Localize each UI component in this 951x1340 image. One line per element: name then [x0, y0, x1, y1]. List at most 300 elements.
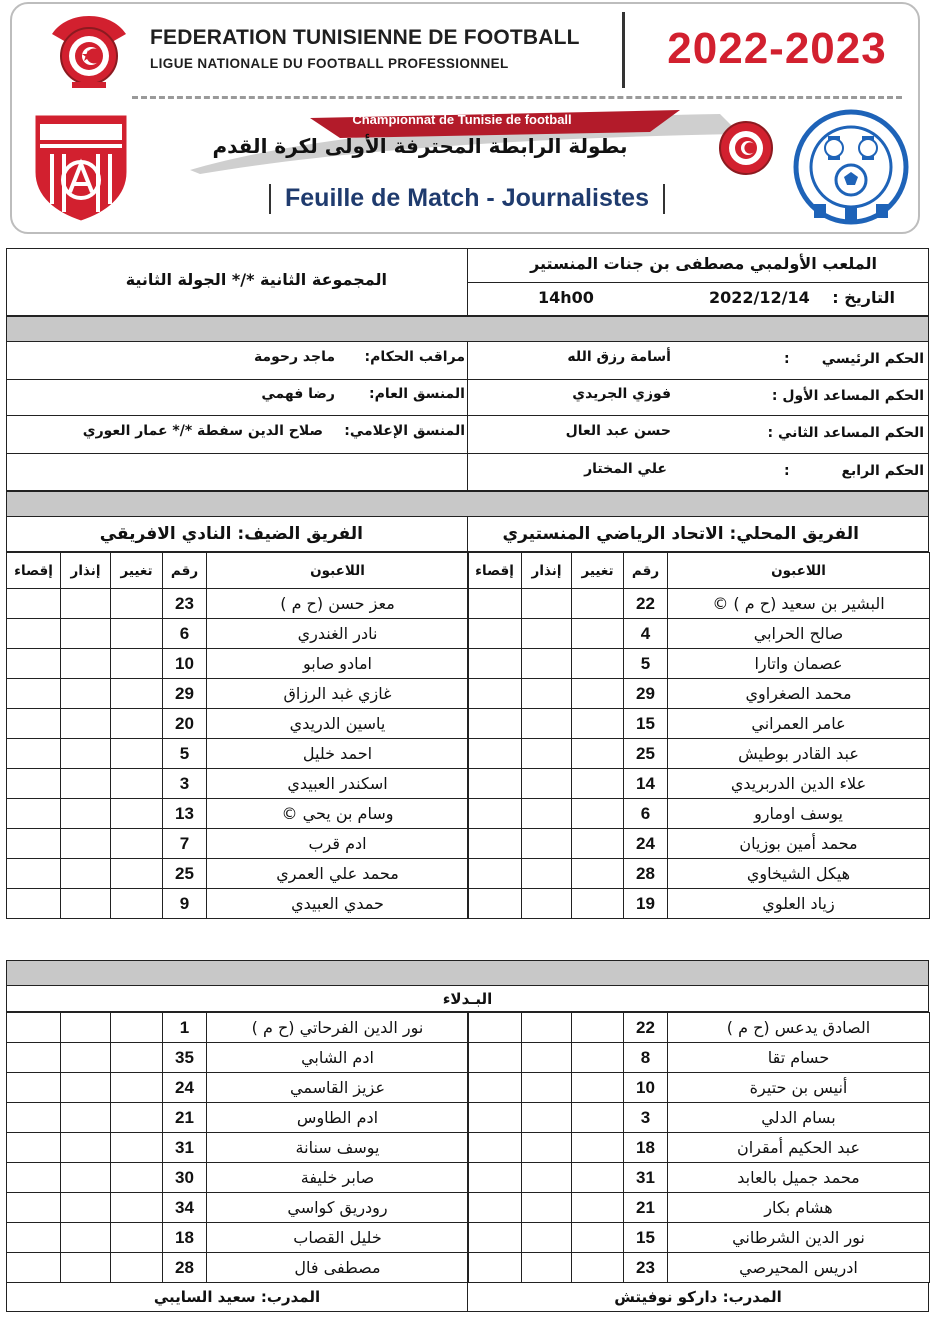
player-name: صالح الحرابي — [668, 619, 930, 649]
player-name: ادم الطاوس — [207, 1103, 469, 1133]
player-number: 8 — [624, 1043, 668, 1073]
expulsion-cell — [468, 1043, 522, 1073]
warning-cell — [61, 1133, 111, 1163]
match-date: 2022/12/14 — [709, 288, 810, 307]
player-number: 6 — [163, 619, 207, 649]
sub-cell — [111, 769, 163, 799]
player-name: محمد جميل بالعابد — [668, 1163, 930, 1193]
sub-cell — [111, 799, 163, 829]
warning-cell — [522, 709, 572, 739]
expulsion-cell — [468, 589, 522, 619]
sub-cell — [572, 859, 624, 889]
table-row — [7, 1163, 469, 1193]
fourth-colon: : — [784, 463, 790, 479]
roster-header-row — [7, 553, 469, 589]
warning-cell — [522, 1013, 572, 1043]
player-number: 10 — [624, 1073, 668, 1103]
roster-header-row — [468, 553, 930, 589]
player-name: أنيس بن حتيرة — [668, 1073, 930, 1103]
player-name: حسام تقا — [668, 1043, 930, 1073]
table-row — [7, 1043, 469, 1073]
expulsion-cell — [468, 859, 522, 889]
header-sub: تغيير — [572, 553, 624, 589]
warning-cell — [522, 649, 572, 679]
table-row — [7, 1133, 469, 1163]
section-separator — [6, 491, 929, 517]
player-name: غازي غبد الرزاق — [207, 679, 469, 709]
warning-cell — [61, 1013, 111, 1043]
warning-cell — [61, 679, 111, 709]
player-name: هيكل الشيخاوي — [668, 859, 930, 889]
header-expulsion: إقصاء — [7, 553, 61, 589]
group-round: المجموعة الثانية */* الجولة الثانية — [125, 270, 387, 289]
sub-cell — [572, 1163, 624, 1193]
header-expulsion: إقصاء — [468, 553, 522, 589]
player-name: بسام الدلي — [668, 1103, 930, 1133]
player-number: 28 — [624, 859, 668, 889]
expulsion-cell — [7, 619, 61, 649]
expulsion-cell — [7, 1073, 61, 1103]
date-label: التاريخ : — [832, 288, 895, 307]
player-name: ادريس المحيرصي — [668, 1253, 930, 1283]
header-number: رقم — [163, 553, 207, 589]
header-players: اللاعبون — [207, 553, 469, 589]
sub-cell — [572, 649, 624, 679]
player-name: عامر العمراني — [668, 709, 930, 739]
player-number: 30 — [163, 1163, 207, 1193]
sub-cell — [572, 799, 624, 829]
player-number: 13 — [163, 799, 207, 829]
sub-cell — [572, 589, 624, 619]
season: 2022-2023 — [667, 24, 887, 73]
general-coord-label: المنسق العام: — [369, 386, 465, 402]
table-row — [7, 1223, 469, 1253]
expulsion-cell — [468, 1163, 522, 1193]
expulsion-cell — [468, 829, 522, 859]
sub-cell — [572, 1253, 624, 1283]
player-number: 25 — [163, 859, 207, 889]
expulsion-cell — [468, 1013, 522, 1043]
sub-cell — [572, 679, 624, 709]
officials-divider — [467, 341, 468, 491]
expulsion-cell — [7, 799, 61, 829]
sub-cell — [111, 649, 163, 679]
ftf-crest-logo — [42, 12, 136, 90]
warning-cell — [61, 1043, 111, 1073]
ftf-mini-crest-logo — [710, 116, 782, 178]
section-separator — [6, 316, 929, 342]
expulsion-cell — [7, 1163, 61, 1193]
player-name: صابر خليفة — [207, 1163, 469, 1193]
sub-cell — [111, 1253, 163, 1283]
player-number: 25 — [624, 739, 668, 769]
player-name: الصادق يدعس (ح م ) — [668, 1013, 930, 1043]
player-number: 1 — [163, 1013, 207, 1043]
table-row — [7, 1103, 469, 1133]
table-row — [468, 1193, 930, 1223]
player-name: عصمان واتارا — [668, 649, 930, 679]
table-row — [7, 859, 469, 889]
player-name: معز حسن (ح م ) — [207, 589, 469, 619]
table-row — [7, 649, 469, 679]
expulsion-cell — [7, 589, 61, 619]
table-row — [468, 1133, 930, 1163]
sub-cell — [572, 619, 624, 649]
referee-label: الحكم الرئيسي — [821, 351, 924, 367]
expulsion-cell — [7, 769, 61, 799]
sub-cell — [111, 619, 163, 649]
table-row — [468, 829, 930, 859]
expulsion-cell — [7, 1013, 61, 1043]
warning-cell — [522, 1253, 572, 1283]
sub-cell — [111, 739, 163, 769]
player-name: زياد العلوي — [668, 889, 930, 919]
player-number: 14 — [624, 769, 668, 799]
player-number: 5 — [624, 649, 668, 679]
warning-cell — [522, 619, 572, 649]
player-number: 18 — [163, 1223, 207, 1253]
player-number: 5 — [163, 739, 207, 769]
table-row — [7, 1193, 469, 1223]
player-name: امادو صابو — [207, 649, 469, 679]
away-team-label: الفريق الضيف: النادي الافريقي — [99, 524, 363, 544]
sub-cell — [111, 829, 163, 859]
expulsion-cell — [7, 859, 61, 889]
header-number: رقم — [624, 553, 668, 589]
sub-cell — [111, 1133, 163, 1163]
player-name: اسكندر العبيدي — [207, 769, 469, 799]
table-row — [468, 739, 930, 769]
player-number: 20 — [163, 709, 207, 739]
expulsion-cell — [7, 1043, 61, 1073]
player-number: 22 — [624, 589, 668, 619]
sub-cell — [111, 679, 163, 709]
warning-cell — [522, 859, 572, 889]
sub-cell — [111, 1193, 163, 1223]
player-name: عبد الحكيم أمقران — [668, 1133, 930, 1163]
sub-cell — [111, 589, 163, 619]
table-row — [468, 1073, 930, 1103]
table-row — [468, 769, 930, 799]
player-number: 4 — [624, 619, 668, 649]
warning-cell — [61, 649, 111, 679]
match-sheet — [6, 248, 929, 1315]
away-coach: المدرب: سعيد السايبي — [6, 1282, 468, 1312]
table-row — [468, 1103, 930, 1133]
away-roster-table — [6, 552, 469, 919]
expulsion-cell — [468, 1193, 522, 1223]
player-number: 24 — [624, 829, 668, 859]
sub-cell — [572, 1193, 624, 1223]
warning-cell — [522, 829, 572, 859]
sub-cell — [111, 1223, 163, 1253]
table-row — [468, 1253, 930, 1283]
sub-cell — [572, 1133, 624, 1163]
league-name: LIGUE NATIONALE DU FOOTBALL PROFESSIONNEL — [150, 56, 509, 71]
referee-name: أسامة رزق الله — [567, 349, 671, 365]
table-row — [468, 1013, 930, 1043]
header-players: اللاعبون — [668, 553, 930, 589]
player-name: وسام بن يحي © — [207, 799, 469, 829]
expulsion-cell — [7, 1253, 61, 1283]
player-number: 22 — [624, 1013, 668, 1043]
player-name: نادر الغندري — [207, 619, 469, 649]
home-subs-table — [467, 1012, 930, 1283]
player-name: حمدي العبيدي — [207, 889, 469, 919]
sub-cell — [111, 1013, 163, 1043]
player-name: علاء الدين الدربريدي — [668, 769, 930, 799]
expulsion-cell — [468, 1073, 522, 1103]
table-row — [468, 1223, 930, 1253]
table-row — [468, 799, 930, 829]
sheet-title-row — [227, 184, 707, 214]
expulsion-cell — [7, 1133, 61, 1163]
header-sub: تغيير — [111, 553, 163, 589]
warning-cell — [61, 769, 111, 799]
assistant2-label: الحكم المساعد الثاني : — [767, 425, 924, 441]
home-roster-table — [467, 552, 930, 919]
expulsion-cell — [7, 649, 61, 679]
table-row — [7, 769, 469, 799]
divider — [622, 12, 625, 88]
table-row — [7, 889, 469, 919]
expulsion-cell — [7, 1103, 61, 1133]
sheet-title: Feuille de Match - Journalistes — [285, 184, 649, 212]
title-bar-right — [663, 184, 665, 214]
section-separator — [6, 960, 929, 986]
table-row — [468, 619, 930, 649]
officials-row-line-3 — [6, 453, 929, 454]
expulsion-cell — [7, 889, 61, 919]
player-name: ادم الشابي — [207, 1043, 469, 1073]
player-number: 34 — [163, 1193, 207, 1223]
table-row — [468, 1163, 930, 1193]
sub-cell — [572, 889, 624, 919]
player-name: يوسف سنانة — [207, 1133, 469, 1163]
player-number: 19 — [624, 889, 668, 919]
player-number: 3 — [624, 1103, 668, 1133]
player-name: البشير بن سعيد (ح م ) © — [668, 589, 930, 619]
sub-cell — [111, 1103, 163, 1133]
warning-cell — [61, 709, 111, 739]
sub-cell — [572, 829, 624, 859]
sub-cell — [111, 1043, 163, 1073]
player-name: ياسين الدريدي — [207, 709, 469, 739]
expulsion-cell — [7, 829, 61, 859]
player-name: خليل القصاب — [207, 1223, 469, 1253]
player-name: مصطفى فال — [207, 1253, 469, 1283]
sub-cell — [572, 739, 624, 769]
expulsion-cell — [468, 769, 522, 799]
sub-cell — [572, 1223, 624, 1253]
table-row — [7, 799, 469, 829]
warning-cell — [522, 739, 572, 769]
title-bar-left — [269, 184, 271, 214]
player-number: 31 — [163, 1133, 207, 1163]
fourth-label: الحكم الرابع — [841, 463, 924, 479]
warning-cell — [61, 1253, 111, 1283]
officials-row-line-2 — [6, 415, 929, 416]
sub-cell — [111, 889, 163, 919]
player-number: 28 — [163, 1253, 207, 1283]
table-row — [468, 589, 930, 619]
dashed-separator — [132, 96, 902, 99]
player-number: 18 — [624, 1133, 668, 1163]
fourth-name: علي المختار — [584, 461, 667, 477]
player-name: عزيز القاسمي — [207, 1073, 469, 1103]
player-number: 29 — [163, 679, 207, 709]
warning-cell — [522, 1223, 572, 1253]
sub-cell — [572, 1043, 624, 1073]
warning-cell — [522, 889, 572, 919]
player-number: 15 — [624, 709, 668, 739]
warning-cell — [522, 1103, 572, 1133]
federation-name: FEDERATION TUNISIENNE DE FOOTBALL — [150, 26, 580, 49]
media-coord-names: صلاح الدين سفطة */* عمار العوري — [82, 423, 323, 439]
expulsion-cell — [468, 1253, 522, 1283]
player-number: 24 — [163, 1073, 207, 1103]
warning-cell — [522, 1073, 572, 1103]
championship-ar: بطولة الرابطة المحترفة الأولى لكرة القدم — [212, 134, 628, 158]
sub-cell — [111, 859, 163, 889]
observer-name: ماجد رحومة — [253, 349, 335, 365]
table-row — [7, 1253, 469, 1283]
warning-cell — [522, 1043, 572, 1073]
player-name: يوسف اومارو — [668, 799, 930, 829]
player-number: 29 — [624, 679, 668, 709]
player-name: رودريق كواسي — [207, 1193, 469, 1223]
warning-cell — [61, 739, 111, 769]
player-name: محمد علي العمري — [207, 859, 469, 889]
table-row — [7, 619, 469, 649]
warning-cell — [61, 859, 111, 889]
expulsion-cell — [7, 739, 61, 769]
table-row — [468, 859, 930, 889]
table-row — [468, 1043, 930, 1073]
player-number: 31 — [624, 1163, 668, 1193]
assistant2-name: حسن عبد العال — [565, 423, 671, 439]
substitutes-title: البـدلاء — [6, 986, 929, 1012]
table-row — [468, 709, 930, 739]
table-row — [7, 679, 469, 709]
warning-cell — [61, 829, 111, 859]
expulsion-cell — [7, 1223, 61, 1253]
player-number: 9 — [163, 889, 207, 919]
usm-crest-logo — [784, 108, 918, 226]
referee-colon: : — [784, 351, 790, 367]
warning-cell — [61, 799, 111, 829]
sub-cell — [572, 1103, 624, 1133]
player-name: احمد خليل — [207, 739, 469, 769]
media-coord-label: المنسق الإعلامي: — [344, 423, 465, 439]
expulsion-cell — [468, 709, 522, 739]
table-row — [7, 1013, 469, 1043]
warning-cell — [61, 889, 111, 919]
player-number: 3 — [163, 769, 207, 799]
header-warning: إنذار — [522, 553, 572, 589]
warning-cell — [61, 1073, 111, 1103]
sub-cell — [111, 1163, 163, 1193]
warning-cell — [522, 1163, 572, 1193]
table-row — [7, 1073, 469, 1103]
sub-cell — [572, 709, 624, 739]
sub-cell — [572, 769, 624, 799]
player-name: ادم قرب — [207, 829, 469, 859]
stadium: الملعب الأولمبي مصطفى بن جنات المنستير — [530, 254, 877, 273]
stadium-divider — [467, 282, 929, 283]
player-name: عبد القادر بوطيش — [668, 739, 930, 769]
player-name: نور الدين الشرطاني — [668, 1223, 930, 1253]
club-africain-crest-logo — [26, 106, 136, 224]
table-row — [468, 679, 930, 709]
warning-cell — [61, 589, 111, 619]
warning-cell — [522, 589, 572, 619]
table-row — [7, 589, 469, 619]
player-number: 23 — [624, 1253, 668, 1283]
player-name: هشام بكار — [668, 1193, 930, 1223]
expulsion-cell — [468, 619, 522, 649]
expulsion-cell — [468, 739, 522, 769]
player-name: محمد الصغراوي — [668, 679, 930, 709]
expulsion-cell — [468, 649, 522, 679]
championship-fr: Championnat de Tunisie de football — [352, 112, 572, 127]
player-number: 23 — [163, 589, 207, 619]
table-row — [468, 889, 930, 919]
player-name: محمد أمين بوزيان — [668, 829, 930, 859]
warning-cell — [522, 799, 572, 829]
header-banner — [10, 2, 920, 234]
expulsion-cell — [468, 1223, 522, 1253]
expulsion-cell — [468, 1133, 522, 1163]
sub-cell — [111, 709, 163, 739]
home-coach: المدرب: داركو نوفيتش — [467, 1282, 929, 1312]
expulsion-cell — [468, 799, 522, 829]
assistant1-label: الحكم المساعد الأول : — [771, 388, 924, 404]
expulsion-cell — [7, 679, 61, 709]
player-number: 35 — [163, 1043, 207, 1073]
expulsion-cell — [468, 1103, 522, 1133]
away-subs-table — [6, 1012, 469, 1283]
player-number: 21 — [163, 1103, 207, 1133]
player-name: نور الدين الفرحاتي (ح م ) — [207, 1013, 469, 1043]
player-number: 6 — [624, 799, 668, 829]
expulsion-cell — [7, 709, 61, 739]
warning-cell — [61, 1223, 111, 1253]
player-number: 7 — [163, 829, 207, 859]
expulsion-cell — [468, 889, 522, 919]
assistant1-name: فوزي الجريدي — [572, 386, 671, 402]
player-number: 21 — [624, 1193, 668, 1223]
warning-cell — [522, 1133, 572, 1163]
player-number: 15 — [624, 1223, 668, 1253]
table-row — [7, 829, 469, 859]
table-row — [468, 649, 930, 679]
sub-cell — [572, 1073, 624, 1103]
table-row — [7, 709, 469, 739]
observer-label: مراقب الحكام: — [364, 349, 465, 365]
sub-cell — [572, 1013, 624, 1043]
sub-cell — [111, 1073, 163, 1103]
warning-cell — [522, 769, 572, 799]
warning-cell — [522, 679, 572, 709]
warning-cell — [61, 1163, 111, 1193]
match-time: 14h00 — [538, 288, 594, 307]
home-team-label: الفريق المحلي: الاتحاد الرياضي المنستيري — [502, 524, 859, 544]
expulsion-cell — [7, 1193, 61, 1223]
warning-cell — [61, 1193, 111, 1223]
warning-cell — [61, 619, 111, 649]
warning-cell — [522, 1193, 572, 1223]
